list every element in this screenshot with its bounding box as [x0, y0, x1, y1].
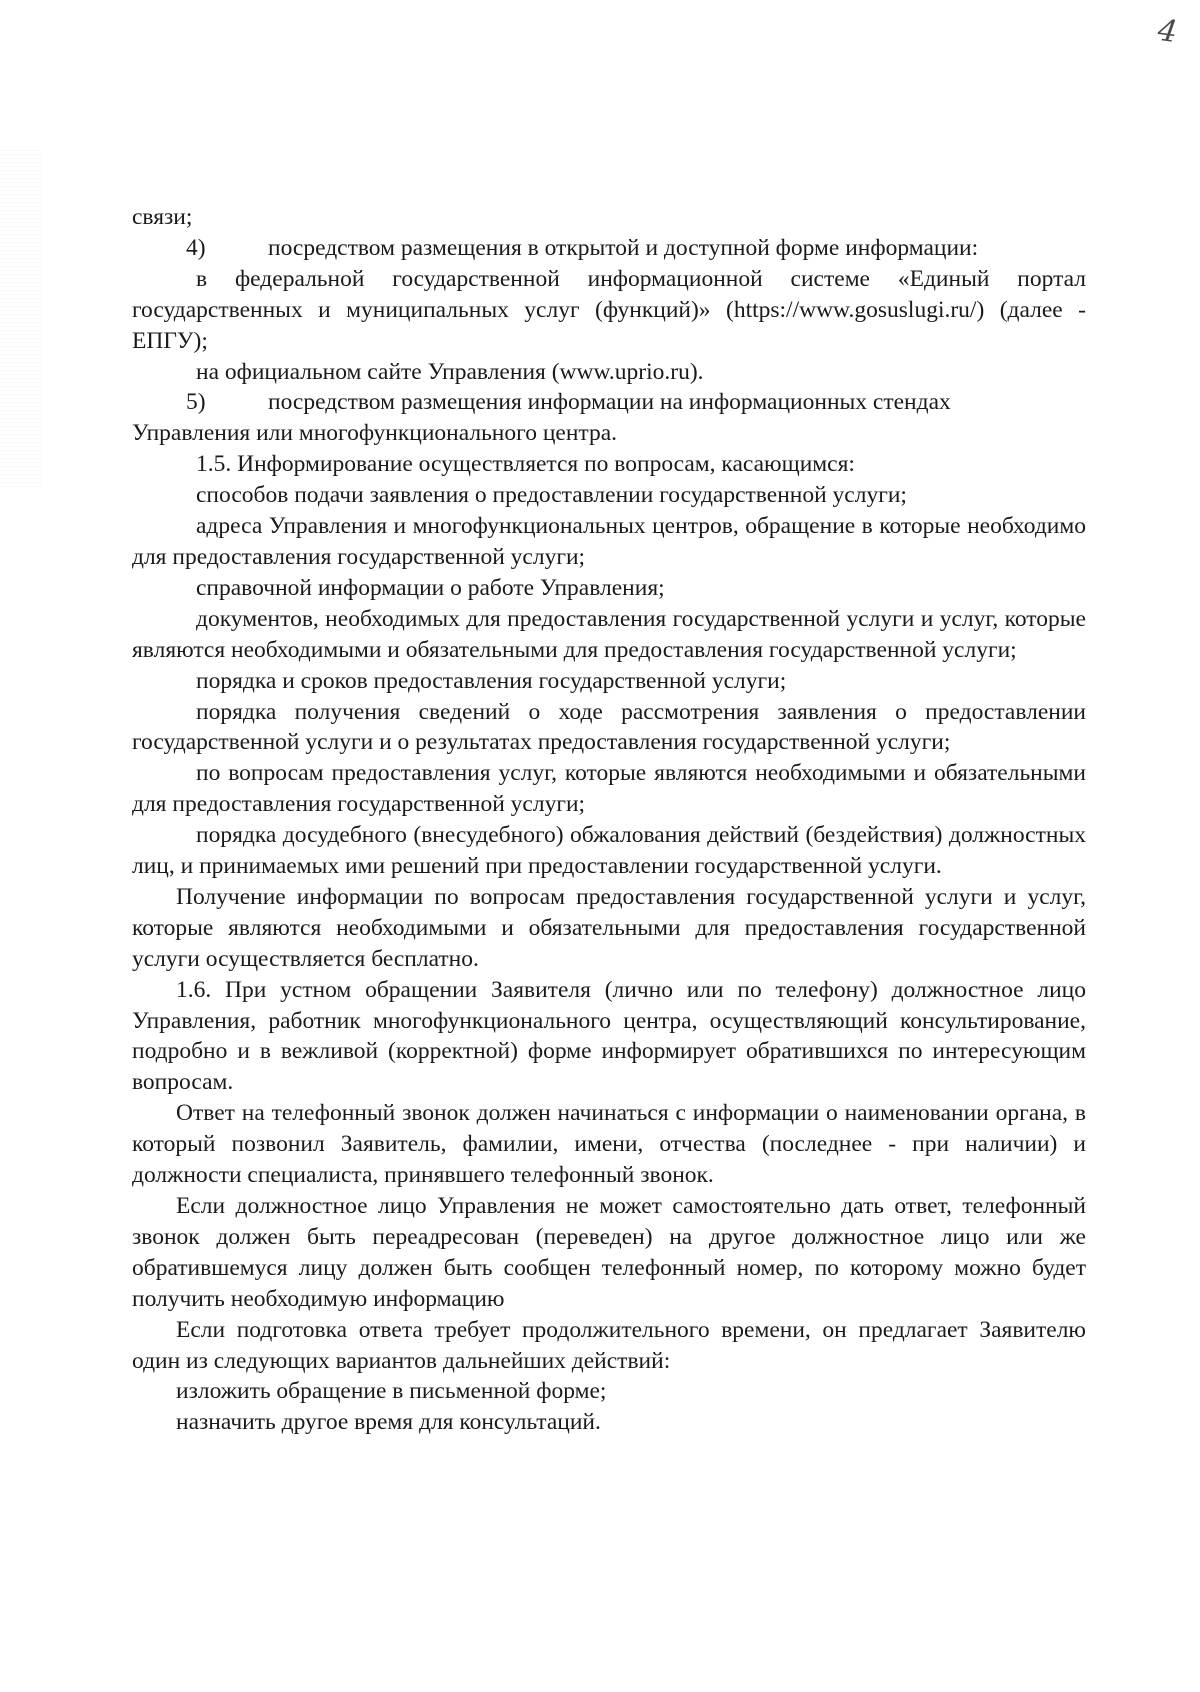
paragraph-long-answer: Если подготовка ответа требует продолжительного времени, он предлагает Заявителю один из следующих вариантов дальнейших действий: — [132, 1316, 1086, 1374]
paragraph-free-info: Получение информации по вопросам предоставления государственной услуги и услуг, которые являются необходимыми и обязательными для предоставления государственной услуги осуществляется бесплатно. — [132, 883, 1086, 972]
paragraph-svyazi: связи; — [132, 204, 193, 230]
paragraph-appeal: порядка досудебного (внесудебного) обжалования действий (бездействия) должностных лиц, и принимаемых ими решений при предоставлении государственной услуги. — [132, 822, 1086, 880]
list-item-5 — [132, 387, 1086, 418]
paragraph-epgu: в федеральной государственной информационной системе «Единый портал государственных и муниципальных услуг (функций)» (https://www.gosuslugi.ru/) (далее - ЕПГУ); — [132, 265, 1086, 354]
paragraph-redirect: Если должностное лицо Управления не может самостоятельно дать ответ, телефонный звонок должен быть переадресован (переведен) на другое должностное лицо или же обратившемуся лицу должен быть сообщен телефонный номер, по которому можно будет получить необходимую информацию — [132, 1193, 1086, 1312]
paragraph-reference-info: справочной информации о работе Управления; — [196, 574, 665, 601]
paragraph-addresses: адреса Управления и многофункциональных центров, обращение в которые необходимо для предоставления государственной услуги; — [132, 513, 1086, 570]
paragraph-other-time: назначить другое время для консультаций. — [176, 1409, 601, 1436]
paragraph-status: порядка получения сведений о ходе рассмотрения заявления о предоставлении государственной услуги и о результатах предоставления государственной услуги; — [132, 698, 1086, 756]
paragraph-official-site: на официальном сайте Управления (www.uprio.ru). — [196, 358, 704, 385]
document-body — [132, 202, 1086, 1438]
paragraph-1-6: 1.6. При устном обращении Заявителя (лично или по телефону) должностное лицо Управления, работник многофункционального центра, осуществляющий консультирование, подробно и в вежливой (корректной) форме информирует обратившихся по интересующим вопросам. — [132, 976, 1086, 1096]
list-item-text: посредством размещения в открытой и доступной форме информации: — [268, 234, 979, 261]
paragraph-phone-answer: Ответ на телефонный звонок должен начинаться с информации о наименовании органа, в который позвонил Заявитель, фамилии, имени, отчества (последнее - при наличии) и должности специалиста, принявшего телефонный звонок. — [132, 1100, 1086, 1189]
list-item-5-continuation: Управления или многофункционального центра. — [132, 420, 618, 447]
paragraph-ways: способов подачи заявления о предоставлении государственной услуги; — [196, 482, 907, 509]
paragraph-terms: порядка и сроков предоставления государственной услуги; — [196, 667, 787, 694]
handwritten-page-number: 4 — [1155, 12, 1180, 51]
paragraph-1-5: 1.5. Информирование осуществляется по вопросам, касающимся: — [196, 451, 855, 478]
paragraph-documents: документов, необходимых для предоставления государственной услуги и услуг, которые являются необходимыми и обязательными для предоставления государственной услуги; — [132, 605, 1086, 663]
list-item-4 — [132, 233, 1086, 264]
list-item-number: 5) — [186, 389, 206, 416]
scan-artifact — [0, 150, 42, 490]
list-item-number: 4) — [186, 234, 206, 261]
paragraph-written-form: изложить обращение в письменной форме; — [176, 1378, 607, 1405]
list-item-text: посредством размещения информации на информационных стендах — [268, 389, 951, 416]
paragraph-necessary-services: по вопросам предоставления услуг, которые являются необходимыми и обязательными для предоставления государственной услуги; — [132, 760, 1086, 818]
